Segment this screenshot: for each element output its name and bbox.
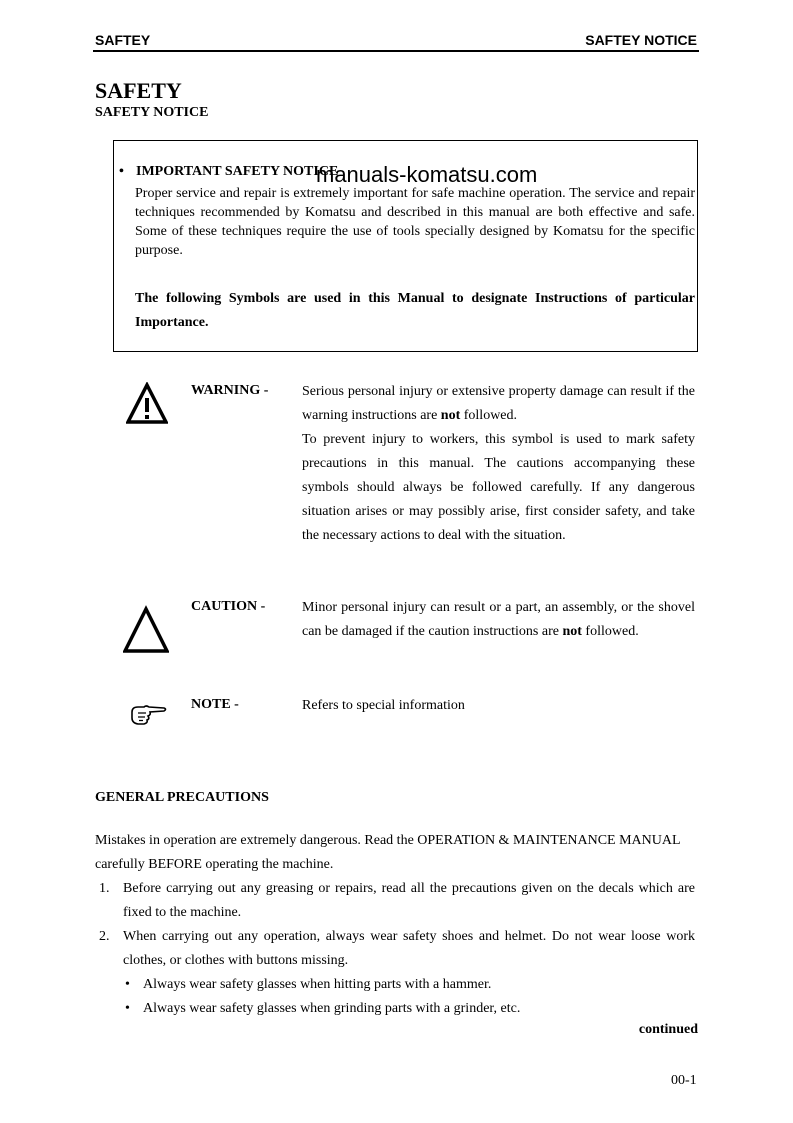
running-header-right: SAFTEY NOTICE (585, 32, 697, 48)
caution-triangle-icon (123, 605, 169, 658)
warning-text-1-end: followed. (460, 408, 518, 423)
notice-paragraph: Proper service and repair is extremely important for safe machine operation. The service and repair techniques recommended by Komatsu and described in this manual are both effective and safe. Some of these techniques require the use of tools specially designed by Komatsu for the specific purpose. (135, 186, 695, 258)
bullet-icon: • (125, 1001, 130, 1016)
warning-text-2: To prevent injury to workers, this symbol is used to mark safety precautions in this manual. The cautions accompanying these symbols should always be followed carefully. If any dangerous situation arises or may possibly arise, first consider safety, and take the necessary actions to deal with the situation. (302, 432, 695, 543)
page-number: 00-1 (671, 1073, 697, 1088)
sub-list-item (123, 973, 695, 997)
list-item-number: 2. (99, 929, 110, 944)
sub-list (123, 973, 695, 1021)
bullet-icon: • (119, 164, 124, 179)
list-item-text: Before carrying out any greasing or repairs, read all the precautions given on the decals which are fixed to the machine. (123, 881, 695, 920)
caution-text-bold: not (562, 624, 582, 639)
notice-heading (119, 164, 338, 180)
caution-text-line-1 (302, 596, 695, 644)
page-title: SAFETY (95, 78, 182, 103)
caution-text-1-end: followed. (581, 624, 639, 639)
sub-list-item (123, 997, 695, 1021)
warning-text (302, 380, 695, 548)
warning-text-line-1 (302, 380, 695, 428)
sub-list-item-text: Always wear safety glasses when grinding parts with a grinder, etc. (143, 1001, 521, 1016)
header-rule (93, 50, 699, 52)
warning-text-1: Serious personal injury or extensive property damage can result if the warning instructions are (302, 384, 695, 423)
list-item-text: When carrying out any operation, always wear safety shoes and helmet. Do not wear loose work clothes, or clothes with buttons missing. (123, 929, 695, 968)
bullet-icon: • (125, 977, 130, 992)
sub-list-item-text: Always wear safety glasses when hitting parts with a hammer. (143, 977, 492, 992)
page-subtitle: SAFETY NOTICE (95, 105, 209, 120)
watermark: manuals-komatsu.com (316, 162, 538, 187)
warning-text-bold: not (440, 408, 461, 423)
list-item (95, 925, 695, 1021)
running-header-left: SAFTEY (95, 32, 151, 48)
list-item-number: 1. (99, 881, 110, 896)
pointing-hand-icon (130, 704, 168, 731)
list-item (95, 877, 695, 925)
general-precautions-heading: GENERAL PRECAUTIONS (95, 790, 269, 805)
note-label: NOTE - (191, 697, 239, 712)
note-text: Refers to special information (302, 698, 465, 713)
warning-label: WARNING - (191, 383, 269, 398)
general-precautions-intro: Mistakes in operation are extremely dangerous. Read the OPERATION & MAINTENANCE MANUAL carefully BEFORE operating the machine. (95, 833, 681, 872)
caution-label: CAUTION - (191, 599, 266, 614)
notice-bold-paragraph: The following Symbols are used in this Manual to designate Instructions of particular Importance. (135, 291, 695, 330)
notice-heading-text: IMPORTANT SAFETY NOTICE (136, 164, 339, 179)
warning-exclamation-triangle-icon (126, 382, 168, 429)
caution-text (302, 596, 695, 644)
caution-text-1: Minor personal injury can result or a part, an assembly, or the shovel can be damaged if the caution instructions are (302, 600, 695, 639)
precautions-list (95, 877, 695, 1021)
continued-label: continued (638, 1022, 698, 1037)
